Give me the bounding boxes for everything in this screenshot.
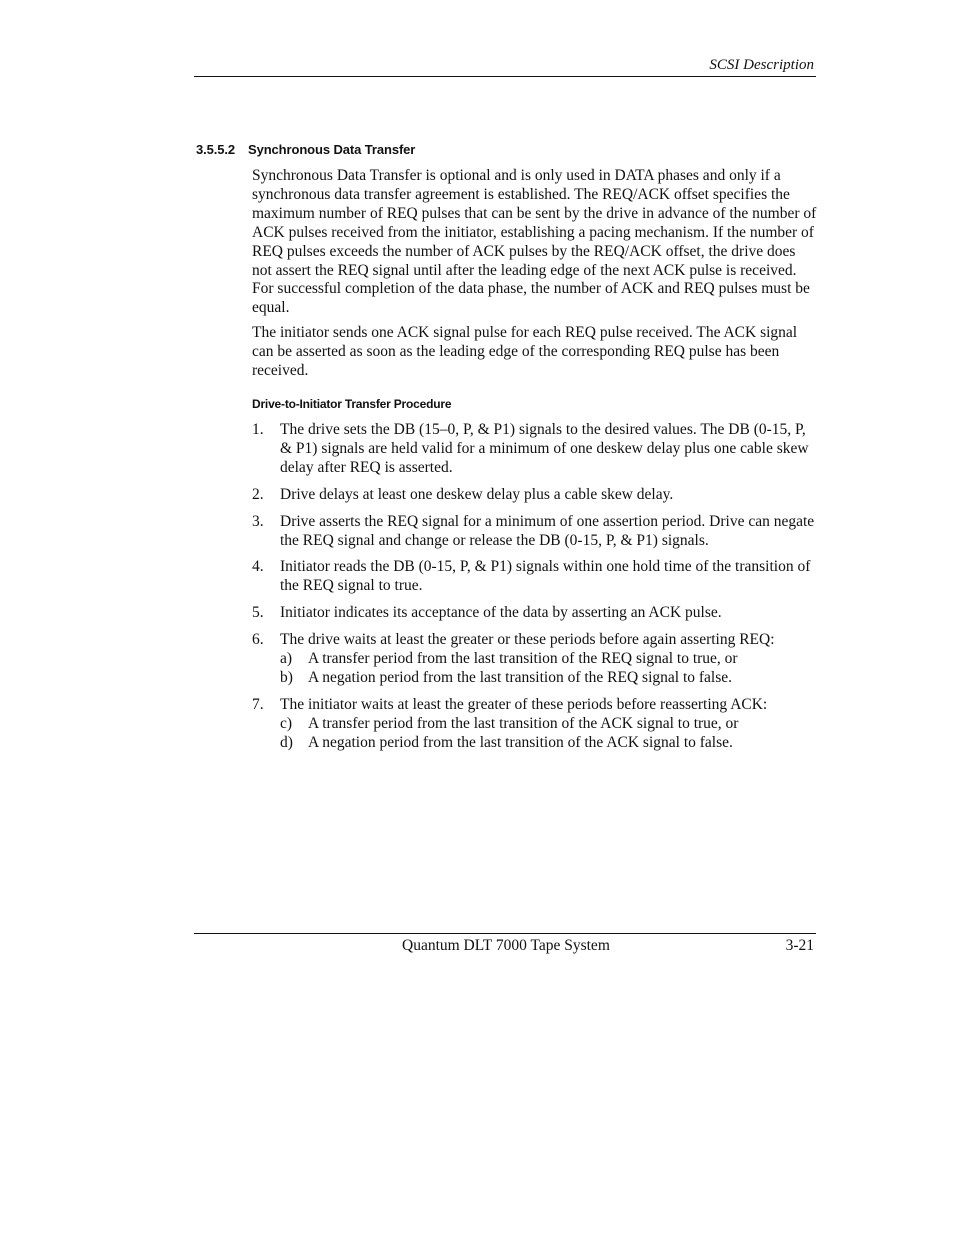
running-footer <box>194 933 816 958</box>
step-text: Drive delays at least one deskew delay plus a cable skew delay. <box>280 485 674 503</box>
step-number: 7. <box>252 695 264 713</box>
step-text: Initiator reads the DB (0-15, P, & P1) signals within one hold time of the transition of the REQ signal to true. <box>280 558 811 595</box>
sub-item-letter: b) <box>280 668 293 686</box>
step-number: 5. <box>252 604 264 622</box>
section-number: 3.5.5.2 <box>196 142 236 157</box>
step-text: Drive asserts the REQ signal for a minimum of one assertion period. Drive can negate the REQ signal and change or release the DB (0-15, P, & P1) signals. <box>280 512 815 549</box>
step-text: The initiator waits at least the greater of these periods before reasserting ACK: <box>280 695 768 713</box>
step-number: 1. <box>252 420 264 438</box>
procedure-step <box>252 513 818 551</box>
section-title: Synchronous Data Transfer <box>248 142 416 157</box>
section-heading <box>196 141 415 159</box>
procedure-title: Drive-to-Initiator Transfer Procedure <box>252 396 452 411</box>
sub-item-letter: a) <box>280 650 293 668</box>
procedure-step <box>252 631 818 688</box>
paragraph: Synchronous Data Transfer is optional and is only used in DATA phases and only if a synchronous data transfer agreement is established. The REQ/ACK offset specifies the maximum number of REQ pulses that can be sent by the drive in advance of the number of ACK pulses received from the initiator, establishing a pacing mechanism. If the number of REQ pulses exceeds the number of ACK pulses by the REQ/ACK offset, the drive does not assert the REQ signal until after the leading edge of the next ACK pulse is received. For successful completion of the data phase, the number of ACK and REQ pulses must be equal. <box>252 167 817 317</box>
step-text: The drive waits at least the greater or these periods before again asserting REQ: <box>280 631 775 649</box>
procedure-step <box>252 486 818 505</box>
sub-item <box>280 734 818 753</box>
procedure-step <box>252 421 818 478</box>
step-number: 2. <box>252 485 264 503</box>
paragraph: The initiator sends one ACK signal pulse for each REQ pulse received. The ACK signal can be asserted as soon as the leading edge of the corresponding REQ pulse has been received. <box>252 324 798 380</box>
procedure-step <box>252 604 818 623</box>
sub-item <box>280 650 818 669</box>
sub-item <box>280 669 818 688</box>
sub-item-text: A negation period from the last transition of the ACK signal to false. <box>308 733 733 751</box>
procedure-steps <box>252 421 818 753</box>
sub-item-text: A negation period from the last transition of the REQ signal to false. <box>308 668 733 686</box>
step-text: Initiator indicates its acceptance of the data by asserting an ACK pulse. <box>280 604 722 622</box>
sub-item-letter: d) <box>280 733 293 751</box>
step-number: 6. <box>252 631 264 649</box>
sub-item-text: A transfer period from the last transition of the REQ signal to true, or <box>308 650 738 668</box>
running-header-title: SCSI Description <box>709 57 814 73</box>
sub-item-text: A transfer period from the last transition of the ACK signal to true, or <box>308 714 739 732</box>
step-number: 4. <box>252 558 264 576</box>
footer-page-number: 3-21 <box>785 937 814 954</box>
running-header <box>194 56 816 77</box>
body-text <box>252 167 818 761</box>
procedure-step <box>252 696 818 753</box>
step-number: 3. <box>252 512 264 530</box>
sub-item-letter: c) <box>280 714 293 732</box>
step-text: The drive sets the DB (15–0, P, & P1) signals to the desired values. The DB (0-15, P, & P1) signals are held valid for a minimum of one deskew delay plus one cable skew delay after REQ is asserted. <box>280 420 809 476</box>
sub-item <box>280 715 818 734</box>
footer-book-title: Quantum DLT 7000 Tape System <box>402 937 610 954</box>
procedure-step <box>252 558 818 596</box>
